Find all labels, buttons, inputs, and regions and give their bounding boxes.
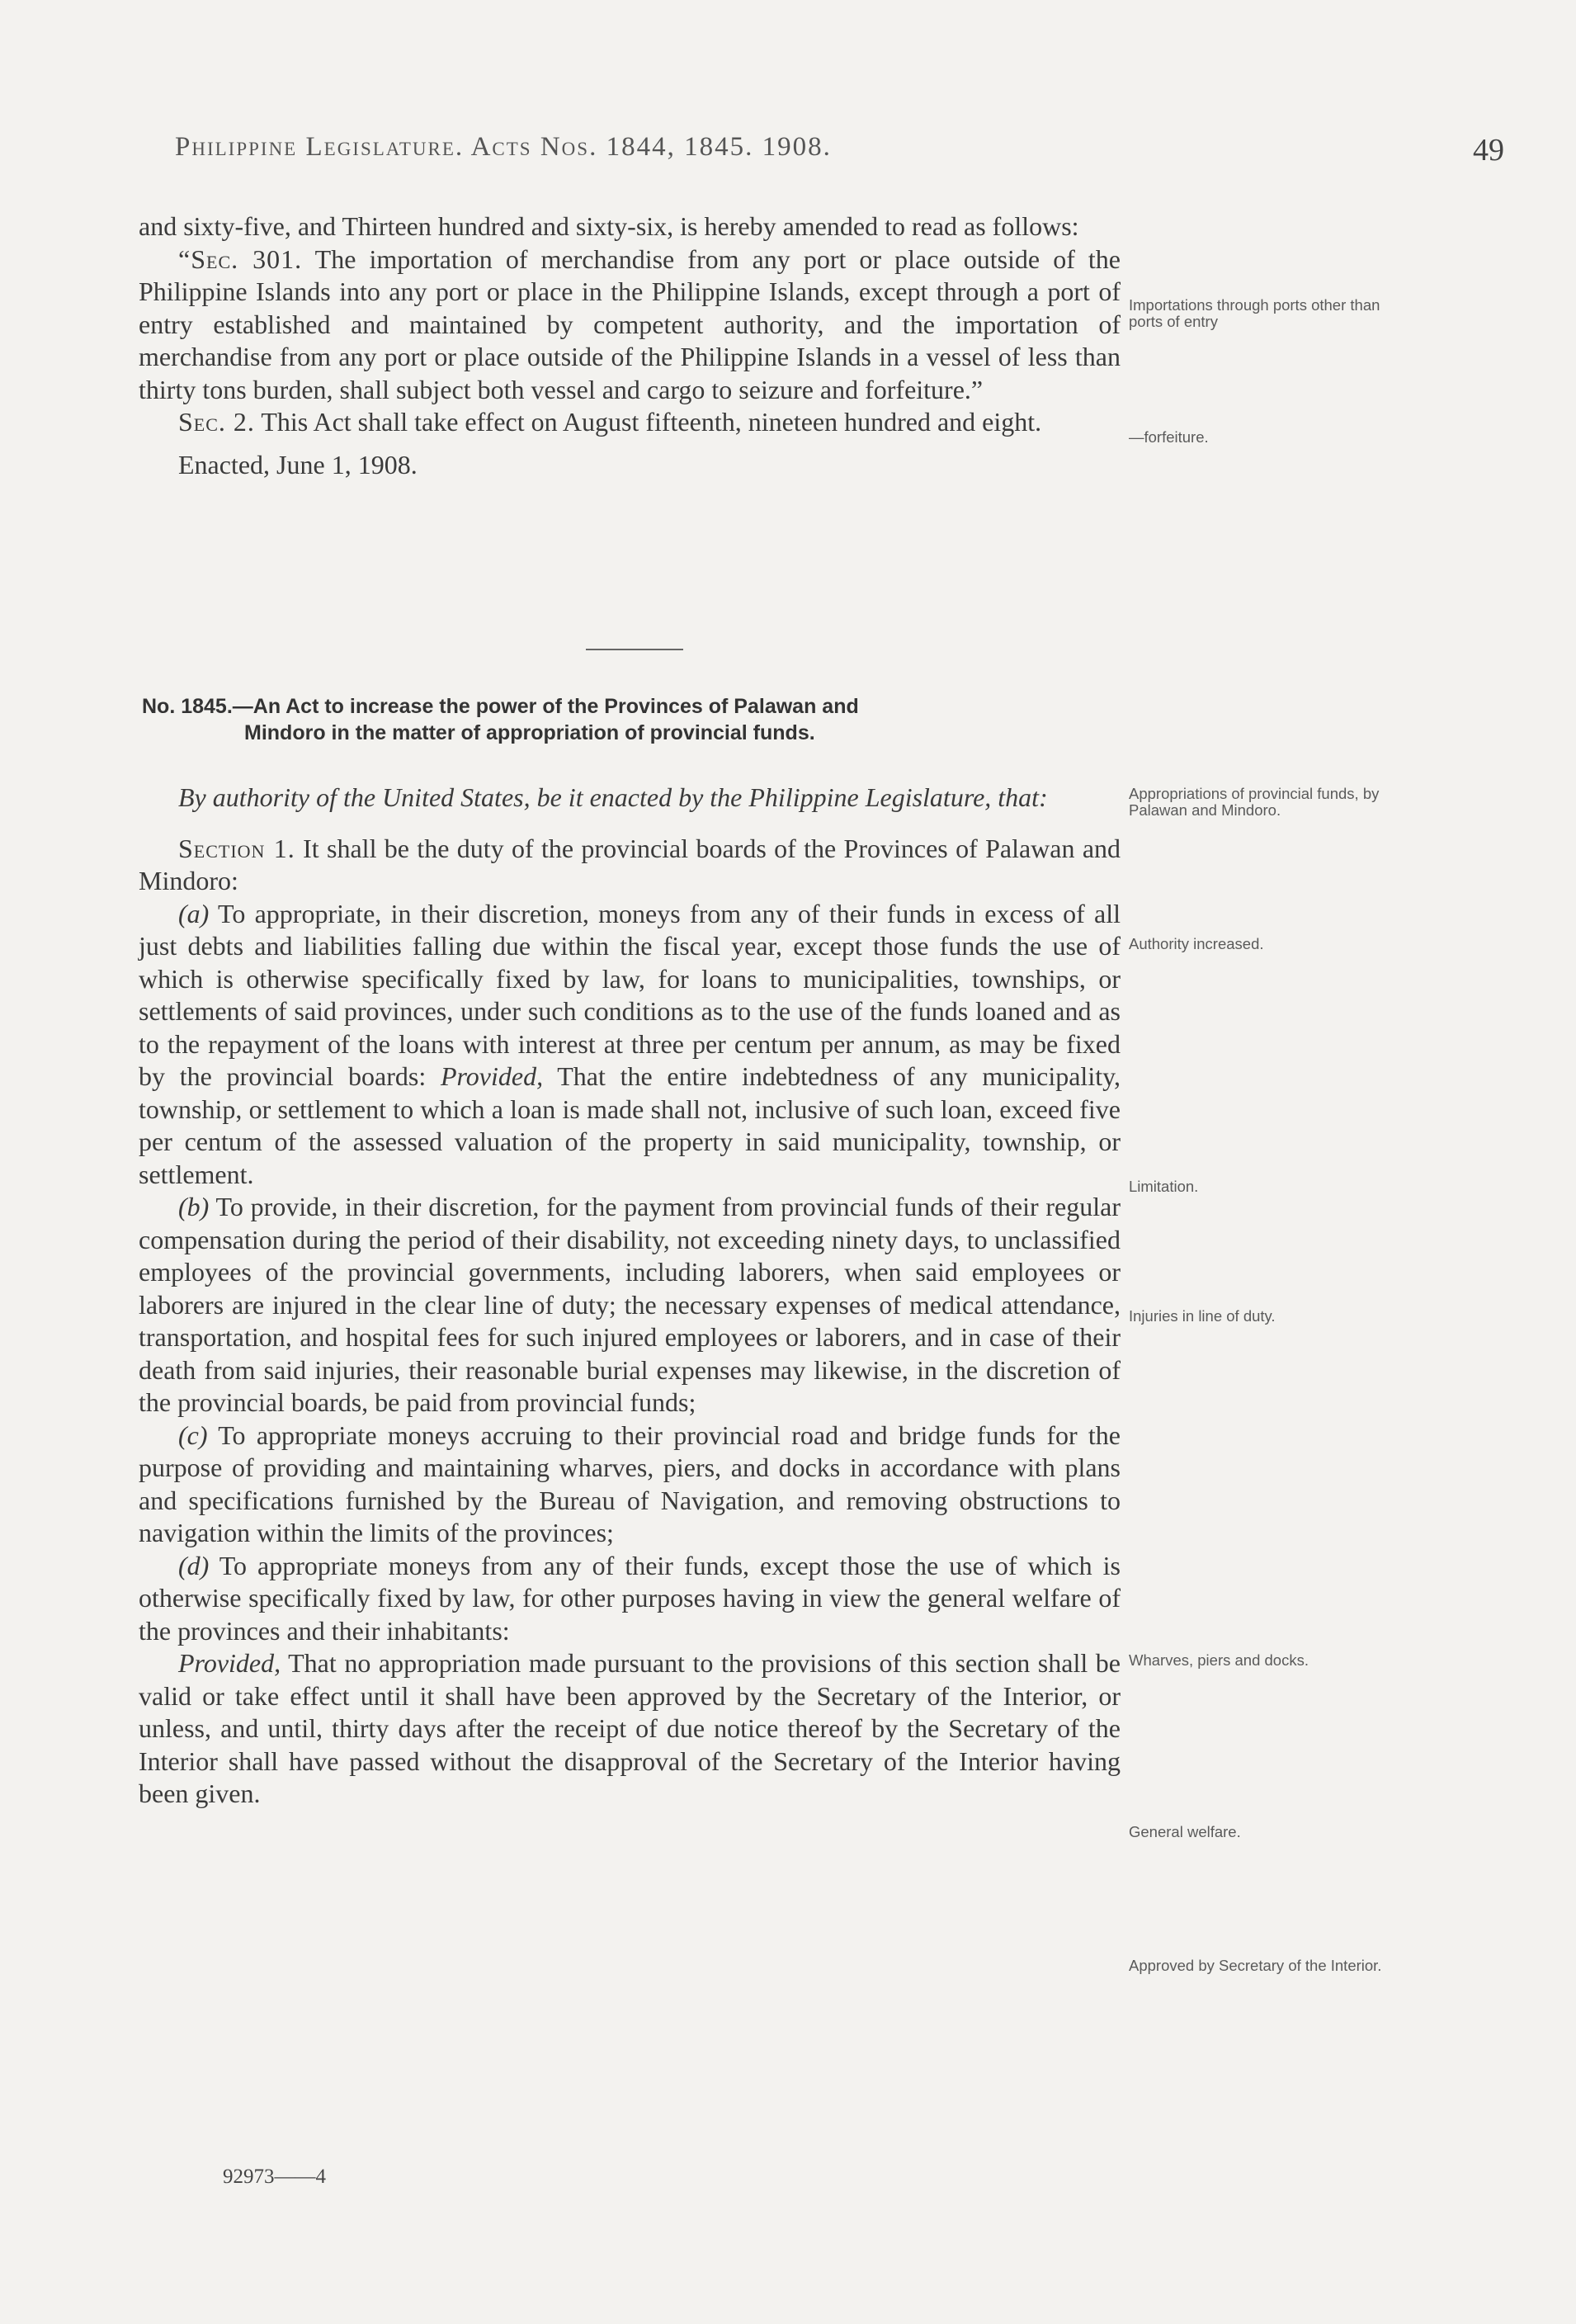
section-2-label: Sec. 2. — [178, 407, 255, 437]
section-divider — [586, 649, 683, 650]
clause-a — [139, 898, 1121, 1192]
section-301-paragraph — [139, 243, 1121, 407]
margin-note-injuries: Injuries in line of duty. — [1129, 1307, 1276, 1325]
margin-note-appropriations: Appropriations of provincial funds, by Palawan and Mindoro. — [1129, 785, 1380, 819]
page-number: 49 — [1473, 133, 1504, 168]
final-proviso-text: That no appropriation made pursuant to the provisions of this section shall be valid or take effect until it shall have been approved by the Secretary of the Interior, or unless, and until, thirty days after the receipt of due notice thereof by the Secretary of the Interior shall have passed without the disapproval of the Secretary of the Interior having been given. — [139, 1648, 1121, 1808]
act-1845-text — [139, 782, 1121, 1811]
clause-c-text: To appropriate moneys accruing to their provincial road and bridge funds for the purpose of providing and maintaining wharves, piers, and docks in accordance with plans and specifications furnished by the Bureau of Navigation, and removing obstructions to navigation within the limits of the provinces; — [139, 1419, 1121, 1547]
intro-paragraph: and sixty-five, and Thirteen hundred and sixty-six, is hereby amended to read as follows: — [139, 211, 1079, 241]
print-code: 92973——4 — [223, 2166, 326, 2188]
enacted-line: Enacted, June 1, 1908. — [178, 449, 418, 479]
margin-note-importations: Importations through ports other than ports of entry — [1129, 296, 1380, 330]
clause-a-text-2: That the entire indebtedness of any municipality, township, or settlement to which a loan is made shall not, inclusive of such loan, exceed five per centum of the assessed valuation of the property in said municipality, township, or settlement. — [139, 1061, 1121, 1189]
section-1-paragraph — [139, 833, 1121, 898]
margin-note-limitation: Limitation. — [1129, 1178, 1199, 1195]
section-1-text: It shall be the duty of the provincial boards of the Provinces of Palawan and Mindoro: — [139, 833, 1121, 895]
final-proviso — [139, 1647, 1121, 1811]
section-2-paragraph — [139, 406, 1121, 439]
section-2-text: This Act shall take effect on August fifteenth, nineteen hundred and eight. — [261, 407, 1042, 437]
clause-b — [139, 1191, 1121, 1419]
enacting-clause: By authority of the United States, be it enacted by the Philippine Legislature, that: — [178, 782, 1048, 812]
margin-note-authority: Authority increased. — [1129, 935, 1264, 952]
act-1845-title — [142, 693, 1124, 746]
clause-d-text: To appropriate moneys from any of their funds, except those the use of which is otherwise specifically fixed by law, for other purposes having in view the general welfare of the provinces and their inhabitants: — [139, 1550, 1121, 1646]
section-301-label: “Sec. 301. — [178, 243, 303, 274]
clause-a-label: (a) — [178, 898, 210, 928]
clause-c — [139, 1419, 1121, 1550]
section-301-text: The importation of merchandise from any port or place outside of the Philippine Islands into any port or place in the Philippine Islands, except through a port of entry established and maintained by competent authority, and the importation of merchandise from any port or place outside of the Philippine Islands in a vessel of less than thirty tons burden, shall subject both vessel and cargo to seizure and forfeiture.” — [139, 243, 1121, 404]
clause-c-label: (c) — [178, 1419, 208, 1450]
running-header: Philippine Legislature. Acts Nos. 1844, 1845. 1908. — [175, 132, 832, 162]
margin-note-welfare: General welfare. — [1129, 1823, 1241, 1840]
section-1-label: Section 1. — [178, 833, 295, 863]
act-title-line-1: No. 1845.—An Act to increase the power of the Provinces of Palawan and — [142, 695, 859, 718]
clause-a-provided: Provided, — [440, 1061, 544, 1091]
margin-note-forfeiture: —forfeiture. — [1129, 428, 1209, 446]
clause-a-text: To appropriate, in their discretion, moneys from any of their funds in excess of all just debts and liabilities falling due within the fiscal year, except those funds the use of which is otherwise specifically fixed by law, for loans to municipalities, townships, or settlements of said provinces, under such conditions as to the use of the funds loaned and as to the repayment of the loans with interest at three per centum per annum, as may be fixed by the provincial boards: — [139, 898, 1121, 1091]
clause-d — [139, 1550, 1121, 1648]
final-provided-label: Provided, — [178, 1648, 281, 1678]
act-title-line-2: Mindoro in the matter of appropriation of provincial funds. — [244, 721, 815, 744]
margin-note-wharves: Wharves, piers and docks. — [1129, 1651, 1309, 1669]
margin-note-approved: Approved by Secretary of the Interior. — [1129, 1957, 1382, 1974]
clause-b-label: (b) — [178, 1192, 210, 1221]
clause-d-label: (d) — [178, 1550, 210, 1580]
clause-b-text: To provide, in their discretion, for the payment from provincial funds of their regular compensation during the period of their disability, not exceeding ninety days, to unclassified employees of the provincial governments, including laborers, when said employees or laborers are injured in the clear line of duty; the necessary expenses of medical attendance, transportation, and hospital fees for such injured employees or laborers, and in case of their death from said injuries, their reasonable burial expenses may likewise, in the discretion of the provincial boards, be paid from provincial funds; — [139, 1192, 1121, 1417]
act-1844-text — [139, 210, 1121, 481]
